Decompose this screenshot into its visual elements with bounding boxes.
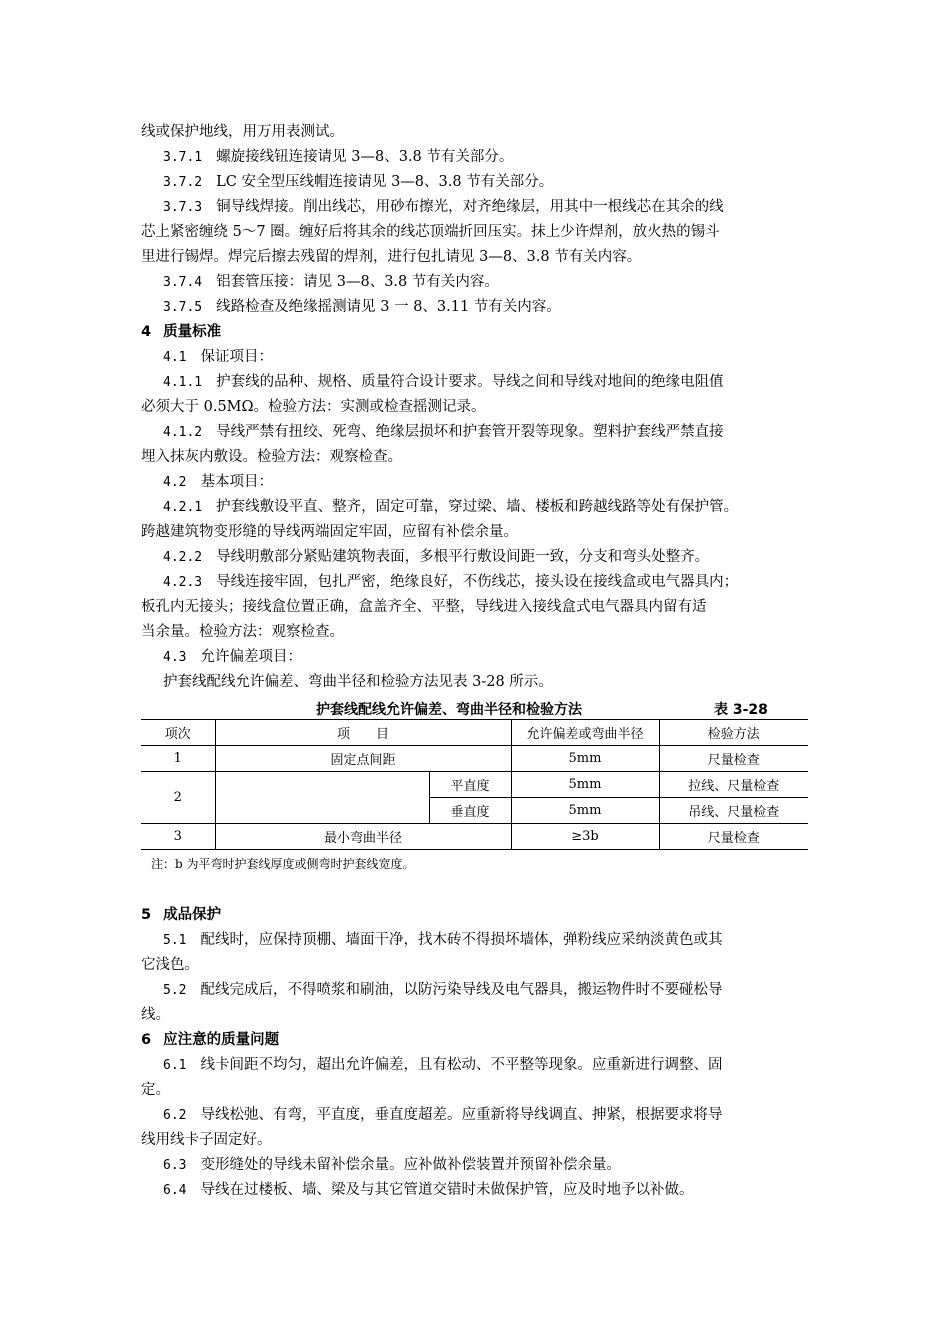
- text-line: [141, 445, 811, 470]
- clause-text: 它浅色。: [141, 957, 199, 973]
- clause-text: 跨越建筑物变形缝的导线两端固定牢固，应留有补偿余量。: [141, 524, 518, 540]
- text-line: [141, 370, 811, 395]
- text-line: [141, 595, 811, 620]
- clause-number: 4.1: [163, 350, 187, 365]
- text-line: [141, 145, 811, 170]
- table-row: [141, 746, 808, 772]
- clause-number: 3.7.2: [163, 175, 203, 190]
- table-cell: 尺量检查: [659, 746, 808, 772]
- clause-text: 成品保护: [163, 907, 222, 923]
- clause-text: 线路检查及绝缘摇测请见 3 一 8、3.11 节有关内容。: [216, 299, 561, 315]
- text-line: [141, 645, 811, 670]
- tolerance-table: [141, 719, 808, 850]
- clause-text: 铜导线焊接。削出线芯，用砂布擦光，对齐绝缘层，用其中一根线芯在其余的线: [216, 199, 724, 215]
- clause-number: 5: [141, 907, 152, 923]
- text-line: [141, 1153, 811, 1178]
- text-line: [141, 170, 811, 195]
- table-cell: 1: [141, 746, 215, 772]
- table-cell: 5mm: [511, 772, 659, 798]
- clause-number: 4.2.3: [163, 575, 203, 590]
- text-line: [141, 620, 811, 645]
- table-cell: 拉线、尺量检查: [659, 772, 808, 798]
- table-row: [141, 772, 808, 798]
- table-cell: 2: [141, 772, 215, 824]
- text-line: [141, 1053, 811, 1078]
- text-line: [141, 570, 811, 595]
- clause-text: 铝套管压接：请见 3—8、3.8 节有关内容。: [216, 274, 499, 290]
- clause-number: 4.3: [163, 650, 187, 665]
- clause-text: 应注意的质量问题: [163, 1032, 280, 1048]
- text-line: [141, 1103, 811, 1128]
- clause-number: 4.1.2: [163, 425, 203, 440]
- section-heading: [141, 1028, 811, 1053]
- clause-number: 6.3: [163, 1158, 187, 1173]
- text-block-upper: [141, 120, 811, 695]
- clause-number: 4.2: [163, 475, 187, 490]
- clause-text: 芯上紧密缠绕 5～7 圈。缠好后将其余的线芯顶端折回压实。抹上少许焊剂，放火热的锡斗: [141, 224, 720, 240]
- clause-text: 线或保护地线，用万用表测试。: [141, 124, 344, 140]
- clause-text: 埋入抹灰内敷设。检验方法：观察检查。: [141, 449, 402, 465]
- clause-text: 配线完成后，不得喷浆和刷油，以防污染导线及电气器具，搬运物件时不要碰松导: [200, 982, 723, 998]
- clause-text: 保证项目：: [200, 349, 273, 365]
- section-heading: [141, 903, 811, 928]
- clause-text: 线卡间距不均匀，超出允许偏差，且有松动、不平整等现象。应重新进行调整、固: [200, 1057, 723, 1073]
- text-line: [141, 520, 811, 545]
- clause-text: 配线时，应保持顶棚、墙面干净，找木砖不得损坏墙体，弹粉线应采纳淡黄色或其: [200, 932, 723, 948]
- clause-number: 4.2.1: [163, 500, 203, 515]
- table-cell: 垂直度: [429, 798, 511, 824]
- section-heading: [141, 320, 811, 345]
- clause-number: 3.7.3: [163, 200, 203, 215]
- table-note: 注：b 为平弯时护套线厚度或侧弯时护套线宽度。: [151, 857, 415, 871]
- text-line: [141, 928, 811, 953]
- text-line: [141, 195, 811, 220]
- table-header-row: [141, 720, 808, 746]
- clause-number: 6.2: [163, 1108, 187, 1123]
- text-line: [141, 395, 811, 420]
- clause-text: 导线严禁有扭绞、死弯、绝缘层损坏和护套管开裂等现象。塑料护套线严禁直接: [216, 424, 724, 440]
- clause-text: LC 安全型压线帽连接请见 3—8、3.8 节有关部分。: [216, 174, 554, 190]
- text-line: [141, 120, 811, 145]
- text-line: [141, 1003, 811, 1028]
- table-caption: [141, 697, 811, 719]
- clause-text: 里进行锡焊。焊完后擦去残留的焊剂，进行包扎请见 3—8、3.8 节有关内容。: [141, 249, 642, 265]
- text-line: [141, 1128, 811, 1153]
- clause-text: 线用线卡子固定好。: [141, 1132, 272, 1148]
- clause-number: 5.1: [163, 933, 187, 948]
- clause-text: 必须大于 0.5MΩ。检验方法：实测或检查摇测记录。: [141, 399, 486, 415]
- clause-text: 当余量。检验方法：观察检查。: [141, 624, 344, 640]
- header-cell: 检验方法: [659, 720, 808, 746]
- clause-text: 定。: [141, 1082, 170, 1098]
- clause-number: 3.7.5: [163, 300, 203, 315]
- clause-text: 导线连接牢固，包扎严密，绝缘良好，不伤线芯，接头设在接线盒或电气器具内；: [216, 574, 739, 590]
- table-row: [141, 824, 808, 850]
- clause-text: 护套线敷设平直、整齐，固定可靠，穿过梁、墙、楼板和跨越线路等处有保护管。: [216, 499, 739, 515]
- text-line: [141, 978, 811, 1003]
- text-line: [141, 270, 811, 295]
- text-line: [141, 220, 811, 245]
- text-line: [141, 1078, 811, 1103]
- text-line: [141, 345, 811, 370]
- clause-text: 线。: [141, 1007, 170, 1023]
- table-cell-empty: [215, 772, 429, 824]
- table-cell: 尺量检查: [659, 824, 808, 850]
- clause-number: 6.4: [163, 1183, 187, 1198]
- table-cell: 吊线、尺量检查: [659, 798, 808, 824]
- text-line: [141, 953, 811, 978]
- header-cell: 允许偏差或弯曲半径: [511, 720, 659, 746]
- clause-text: 质量标准: [163, 324, 222, 340]
- table-number: 表 3-28: [714, 702, 768, 718]
- clause-number: 3.7.4: [163, 275, 203, 290]
- clause-text: 护套线的品种、规格、质量符合设计要求。导线之间和导线对地间的绝缘电阻值: [216, 374, 724, 390]
- text-line: [141, 470, 811, 495]
- clause-text: 护套线配线允许偏差、弯曲半径和检验方法见表 3-28 所示。: [163, 674, 553, 690]
- text-block-lower: [141, 903, 811, 1203]
- clause-text: 允许偏差项目：: [200, 649, 302, 665]
- table-title: 护套线配线允许偏差、弯曲半径和检验方法: [316, 702, 582, 718]
- table-cell: 5mm: [511, 798, 659, 824]
- clause-text: 基本项目：: [200, 474, 273, 490]
- clause-text: 变形缝处的导线未留补偿余量。应补做补偿装置并预留补偿余量。: [200, 1157, 621, 1173]
- text-line: [141, 295, 811, 320]
- header-cell: 项 目: [215, 720, 511, 746]
- text-line: [141, 545, 811, 570]
- document-page: [141, 120, 811, 1203]
- clause-number: 6.1: [163, 1058, 187, 1073]
- table-cell: 3: [141, 824, 215, 850]
- clause-number: 4.1.1: [163, 375, 203, 390]
- table-cell: ≥3b: [511, 824, 659, 850]
- text-line: [141, 245, 811, 270]
- text-line: [141, 420, 811, 445]
- header-cell: 项次: [141, 720, 215, 746]
- clause-text: 导线松弛、有弯，平直度，垂直度超差。应重新将导线调直、抻紧，根据要求将导: [200, 1107, 723, 1123]
- text-line: [141, 495, 811, 520]
- clause-text: 板孔内无接头；接线盒位置正确，盒盖齐全、平整，导线进入接线盒式电气器具内留有适: [141, 599, 707, 615]
- table-cell: 平直度: [429, 772, 511, 798]
- clause-text: 螺旋接线钮连接请见 3—8、3.8 节有关部分。: [216, 149, 514, 165]
- clause-number: 6: [141, 1032, 152, 1048]
- table-cell: 5mm: [511, 746, 659, 772]
- text-line: [141, 1178, 811, 1203]
- clause-number: 3.7.1: [163, 150, 203, 165]
- table-cell: 最小弯曲半径: [215, 824, 511, 850]
- clause-number: 4.2.2: [163, 550, 203, 565]
- clause-number: 4: [141, 324, 152, 340]
- clause-text: 导线在过楼板、墙、梁及与其它管道交错时未做保护管，应及时地予以补做。: [200, 1182, 694, 1198]
- table-cell: 固定点间距: [215, 746, 511, 772]
- text-line: [141, 670, 811, 695]
- clause-number: 5.2: [163, 983, 187, 998]
- clause-text: 导线明敷部分紧贴建筑物表面，多根平行敷设间距一致，分支和弯头处整齐。: [216, 549, 710, 565]
